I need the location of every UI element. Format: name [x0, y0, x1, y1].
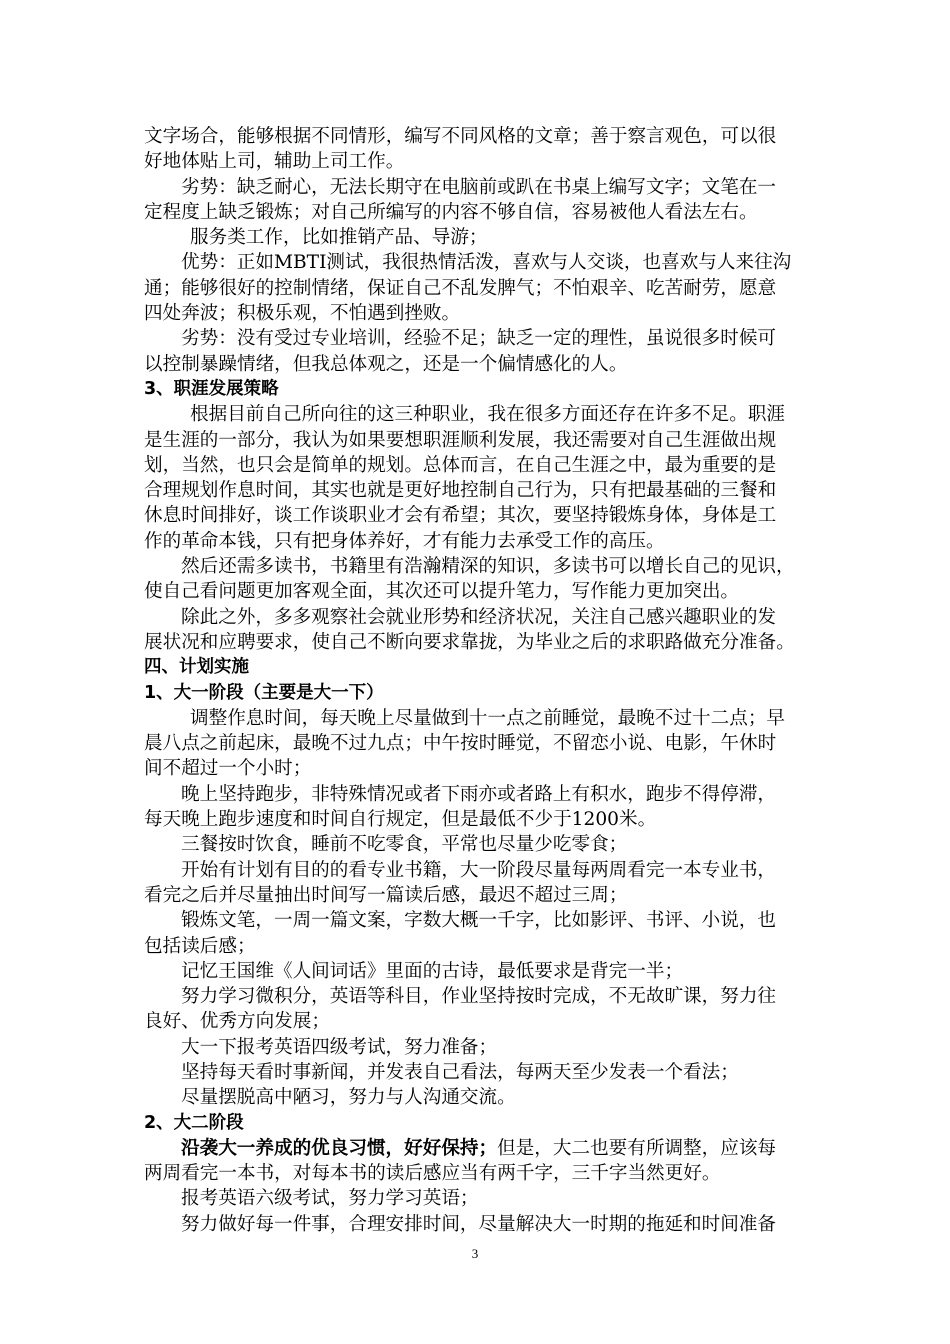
text-line: 晚上坚持跑步，非特殊情况或者下雨亦或者路上有积水，跑步不得停滞，	[181, 783, 777, 805]
text-line: 良好、优秀方向发展；	[144, 1011, 330, 1033]
text-line: 通；能够很好的控制情绪，保证自己不乱发脾气；不怕艰辛、吃苦耐劳，愿意	[144, 277, 777, 299]
text-line: 开始有计划有目的的看专业书籍，大一阶段尽量每两周看完一本专业书，	[181, 859, 777, 881]
text-line: 根据目前自己所向往的这三种职业，我在很多方面还存在许多不足。职涯	[190, 404, 786, 426]
text-line: 努力学习微积分，英语等科目，作业坚持按时完成，不无故旷课，努力往	[181, 986, 777, 1008]
bold-phrase: 沿袭大一养成的优良习惯，好好保持；	[181, 1137, 498, 1159]
text-line: 定程度上缺乏锻炼；对自己所编写的内容不够自信，容易被他人看法左右。	[144, 201, 758, 223]
section-heading: 3、职涯发展策略	[144, 378, 279, 399]
section-heading: 1、大一阶段（主要是大一下）	[144, 682, 384, 703]
text-line: 间不超过一个小时；	[144, 758, 312, 780]
text-line: 包括读后感；	[144, 935, 256, 957]
text-line: 除此之外，多多观察社会就业形势和经济状况，关注自己感兴趣职业的发	[181, 606, 777, 628]
document-body	[144, 124, 812, 1237]
section-heading: 四、计划实施	[144, 657, 249, 678]
text-line: 是生涯的一部分，我认为如果要想职涯顺利发展，我还需要对自己生涯做出规	[144, 429, 777, 451]
text-line: 两周看完一本书，对每本书的读后感应当有两千字，三千字当然更好。	[144, 1163, 721, 1185]
text-line: 尽量摆脱高中陋习，努力与人沟通交流。	[181, 1087, 516, 1109]
text-line: 使自己看问题更加客观全面，其次还可以提升笔力，写作能力更加突出。	[144, 581, 740, 603]
text-line: 以控制暴躁情绪，但我总体观之，还是一个偏情感化的人。	[144, 353, 628, 375]
text-line: 文字场合，能够根据不同情形，编写不同风格的文章；善于察言观色，可以很	[144, 126, 777, 147]
text-line: 好地体贴上司，辅助上司工作。	[144, 151, 405, 173]
text-line: 然后还需多读书，书籍里有浩瀚精深的知识，多读书可以增长自己的见识，	[181, 556, 795, 578]
text-line: 划，当然，也只会是简单的规划。总体而言，在自己生涯之中，最为重要的是	[144, 454, 777, 476]
section-heading: 2、大二阶段	[144, 1112, 244, 1133]
text-line: 记忆王国维《人间词话》里面的古诗，最低要求是背完一半；	[181, 960, 684, 982]
text-line: 优势：正如MBTI测试，我很热情活泼，喜欢与人交谈，也喜欢与人来往沟	[181, 252, 792, 274]
text-line: 劣势：缺乏耐心，无法长期守在电脑前或趴在书桌上编写文字；文笔在一	[181, 176, 777, 198]
text-line: 四处奔波；积极乐观，不怕遇到挫败。	[144, 303, 461, 325]
text-line: 锻炼文笔，一周一篇文案，字数大概一千字，比如影评、书评、小说，也	[181, 910, 777, 932]
text-line: 合理规划作息时间，其实也就是更好地控制自己行为，只有把最基础的三餐和	[144, 480, 777, 502]
text-line	[144, 1136, 812, 1161]
text-line: 三餐按时饮食，睡前不吃零食，平常也尽量少吃零食；	[181, 834, 628, 856]
text-line: 展状况和应聘要求，使自己不断向要求靠拢，为毕业之后的求职路做充分准备。	[144, 631, 795, 653]
text-line: 报考英语六级考试，努力学习英语；	[181, 1188, 479, 1210]
page-number: 3	[471, 1246, 479, 1261]
text-span: 但是，大二也要有所调整，应该每	[497, 1137, 777, 1159]
text-line: 看完之后并尽量抽出时间写一篇读后感，最迟不超过三周；	[144, 884, 628, 906]
text-line: 晨八点之前起床，最晚不过九点；中午按时睡觉，不留恋小说、电影，午休时	[144, 733, 777, 755]
text-line: 每天晚上跑步速度和时间自行规定，但是最低不少于1200米。	[144, 809, 657, 831]
text-line: 作的革命本钱，只有把身体养好，才有能力去承受工作的高压。	[144, 530, 665, 552]
text-line: 调整作息时间，每天晚上尽量做到十一点之前睡觉，最晚不过十二点；早	[190, 707, 786, 729]
text-line: 服务类工作，比如推销产品、导游；	[190, 227, 488, 249]
text-line: 休息时间排好，谈工作谈职业才会有希望；其次，要坚持锻炼身体，身体是工	[144, 505, 777, 527]
text-line: 劣势：没有受过专业培训，经验不足；缺乏一定的理性，虽说很多时候可	[181, 328, 777, 350]
text-line: 坚持每天看时事新闻，并发表自己看法，每两天至少发表一个看法；	[181, 1061, 739, 1083]
text-line: 努力做好每一件事，合理安排时间，尽量解决大一时期的拖延和时间准备	[181, 1213, 777, 1235]
text-line: 大一下报考英语四级考试，努力准备；	[181, 1036, 498, 1058]
